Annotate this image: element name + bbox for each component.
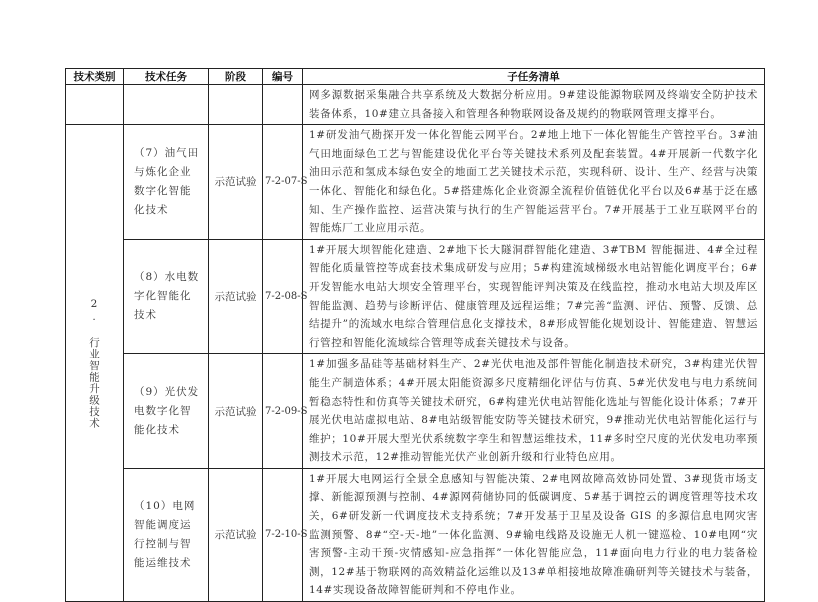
subtask-list: 1#加强多晶硅等基础材料生产、2#光伏电池及部件智能化制造技术研究，3#构建光伏智能生产制造体系；4#开展太阳能资源多尺度精细化评估与仿真、5#光伏发电与电力系统间暂稳态特性和仿真等关键技术研究，6#构建光伏电站智能化选址与智能化设计体系；7#开展光伏电站虚拟电站、8#电站级智能安防等关键技术研究，9#推动光伏电站智能化运行与维护；10#开展大型光伏系统数字孪生和智慧运维技术，11#多时空尺度的光伏发电功率预测技术示范，12#推动智能光伏产业创新升级和行业特色应用。 (303, 354, 765, 469)
subtask-list: 1#开展大电网运行全景全息感知与智能决策、2#电网故障高效协同处置、3#现货市场支撑、新能源预测与控制、4#源网荷储协同的低碳调度、5#基于调控云的调度管理等技术攻关，6#研发新一代调度技术支持系统；7#开发基于卫星及设备 GIS 的多源信息电网灾害监测预警、8#“空-天-地”一体化监测、9#输电线路及设施无人机一键巡检、10#电网“灾害预警-主动干预-灾情感知-应急指挥”一体化智能应急，11#面向电力行业的电力装备检测，12#基于物联网的高效精益化运维以及13#单相接地故障准确研判等关键技术与装备，14#实现设备故障智能研判和不停电作业。 (303, 468, 765, 601)
table-row-continuation (66, 85, 765, 125)
header-row (66, 69, 765, 85)
task-name: （8）水电数字化智能化技术 (124, 239, 209, 354)
task-name: （7）油气田与炼化企业数字化智能化技术 (124, 125, 209, 240)
category-label: 2. 行业智能升级技术 (88, 297, 100, 429)
code: 7-2-07-S (263, 125, 303, 240)
table-row (66, 354, 765, 469)
table-row (66, 468, 765, 601)
code: 7-2-09-S (263, 354, 303, 469)
subtask-list: 网多源数据采集融合共享系统及大数据分析应用。9#建设能源物联网及终端安全防护技术装备体系，10#建立具备接入和管理各种物联网设备及规约的物联网管理支撑平台。 (303, 85, 765, 125)
header-category: 技术类别 (66, 69, 124, 85)
header-code: 编号 (263, 69, 303, 85)
stage: 示范试验 (209, 354, 263, 469)
subtask-list: 1#开展大坝智能化建造、2#地下长大隧洞群智能化建造、3#TBM 智能掘进、4#全过程智能化质量管控等成套技术集成研发与应用；5#构建流域梯级水电站智能化调度平台；6#开发智能水电站大坝安全管理平台，实现智能评判决策及在线监控，推动水电站大坝及库区智能监测、趋势与诊断评估、健康管理及远程运维；7#完善“监测、评估、预警、反馈、总结提升”的流域水电综合管理信息化支撑技术，8#形成智能化规划设计、智能建造、智慧运行管控和智能化流域综合管理等成套关键技术与设备。 (303, 239, 765, 354)
stage: 示范试验 (209, 125, 263, 240)
header-subtasks: 子任务清单 (303, 69, 765, 85)
task-name: （9）光伏发电数字化智能化技术 (124, 354, 209, 469)
subtask-list: 1#研发油气勘探开发一体化智能云网平台。2#地上地下一体化智能生产管控平台。3#油气田地面绿色工艺与智能建设优化平台等关键技术系列及配套装置。4#开展新一代数字化油田示范和氢成本绿色安全的地面工艺关键技术示范，实现科研、设计、生产、经营与决策一体化、智能化和绿色化。5#搭建炼化企业资源全流程价值链优化平台以及6#基于泛在感知、生产操作监控、运营决策与执行的生产智能运营平台。7#开展基于工业互联网平台的智能炼厂工业应用示范。 (303, 125, 765, 240)
header-stage: 阶段 (209, 69, 263, 85)
stage: 示范试验 (209, 468, 263, 601)
header-task: 技术任务 (124, 69, 209, 85)
task-table (65, 68, 765, 602)
code: 7-2-08-S (263, 239, 303, 354)
table-row (66, 239, 765, 354)
stage: 示范试验 (209, 239, 263, 354)
task-name: （10）电网智能调度运行控制与智能运维技术 (124, 468, 209, 601)
table-row (66, 125, 765, 240)
code: 7-2-10-S (263, 468, 303, 601)
category-cell (66, 125, 124, 602)
